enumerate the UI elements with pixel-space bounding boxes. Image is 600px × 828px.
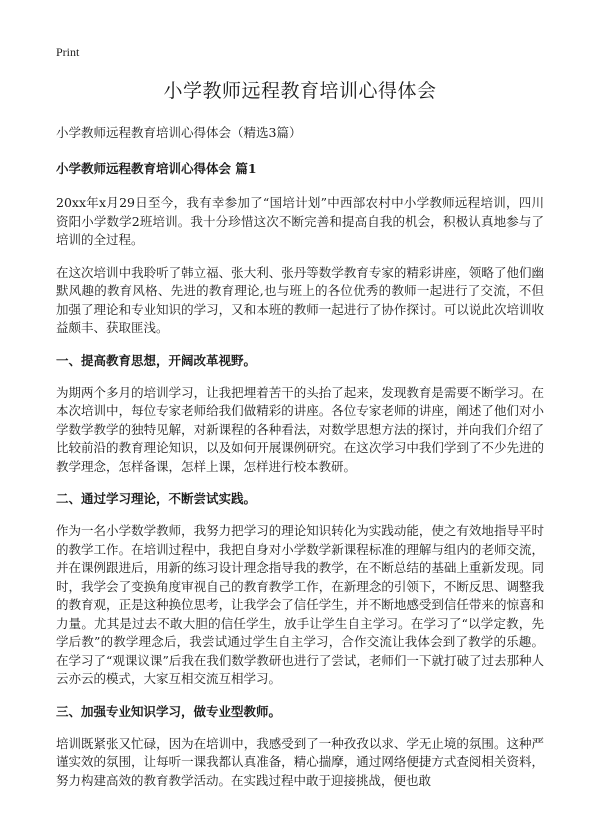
print-label: Print <box>56 45 80 59</box>
training-summary-paragraph: 在这次培训中我聆听了韩立福、张大利、张丹等数学教育专家的精彩讲座，领略了他们幽默风趣的教育风格、先进的教育理论,也与班上的各位优秀的教师一起进行了交流，不但加强了理论和专业知识的学习，又和本班的教师一起进行了协作探讨。可以说此次培训收益颇丰、获取匪浅。 <box>56 264 544 335</box>
section-heading: 一、提高教育思想，开阔改革视野。 <box>56 352 257 368</box>
intro-paragraph: 20xx年x月29日至今，我有幸参加了“国培计划”中西部农村中小学教师远程培训，四川资阳小学数学2班培训。我十分珍惜这次不断完善和提高自我的机会，积极认真地参与了培训的全过程。 <box>56 195 544 247</box>
document-title: 小学教师远程教育培训心得体会 <box>163 80 437 102</box>
section-heading: 二、通过学习理论，不断尝试实践。 <box>56 491 257 506</box>
section-heading: 三、加强专业知识学习，做专业型教师。 <box>56 703 282 719</box>
section-body: 培训既紧张又忙碌，因为在培训中，我感受到了一种孜孜以求、学无止境的氛围。这种严谨实效的氛围，让每听一课我都认真准备，精心揣摩，通过网络便捷方式查阅相关资料，努力构建高效的教育教学活动。在实践过程中敢于迎接挑战，便也敢 <box>56 735 544 788</box>
section-body: 作为一名小学数学教师，我努力把学习的理论知识转化为实践动能，使之有效地指导平时的教学工作。在培训过程中，我把自身对小学数学新课程标准的理解与组内的老师交流，并在课例跟进后，用新的练习设计理念指导我的教学，在不断总结的基础上重新发现。同时，我学会了变换角度审视自己的教育教学工作，在新理念的引领下，不断反思、调整我的教育观，正是这种换位思考，让我学会了信任学生，并不断地感受到信任带来的惊喜和力量。尤其是过去不敢大胆的信任学生，放手让学生自主学习。在学习了“以学定教，先学后教”的教学理念后，我尝试通过学生自主学习，合作交流让我体会到了教学的乐趣。在学习了“观课议课”后我在我们数学教研也进行了尝试，老师们一下就打破了过去那种人云亦云的模式，大家互相交流互相学习。 <box>56 523 544 686</box>
article-heading: 小学教师远程教育培训心得体会 篇1 <box>56 161 257 176</box>
section-body: 为期两个多月的培训学习，让我把埋着苦干的头抬了起来，发现教育是需要不断学习。在本次培训中，每位专家老师给我们做精彩的讲座。各位专家老师的讲座，阐述了他们对小学数学教学的独特见解，对新课程的各种看法，对数学思想方法的探讨，并向我们介绍了比较前沿的教育理论知识，以及如何开展课例研究。在这次学习中我们学到了不少先进的教学理念，怎样备课，怎样上课，怎样进行校本教研。 <box>56 384 544 474</box>
document-subtitle: 小学教师远程教育培训心得体会（精选3篇） <box>56 125 302 140</box>
